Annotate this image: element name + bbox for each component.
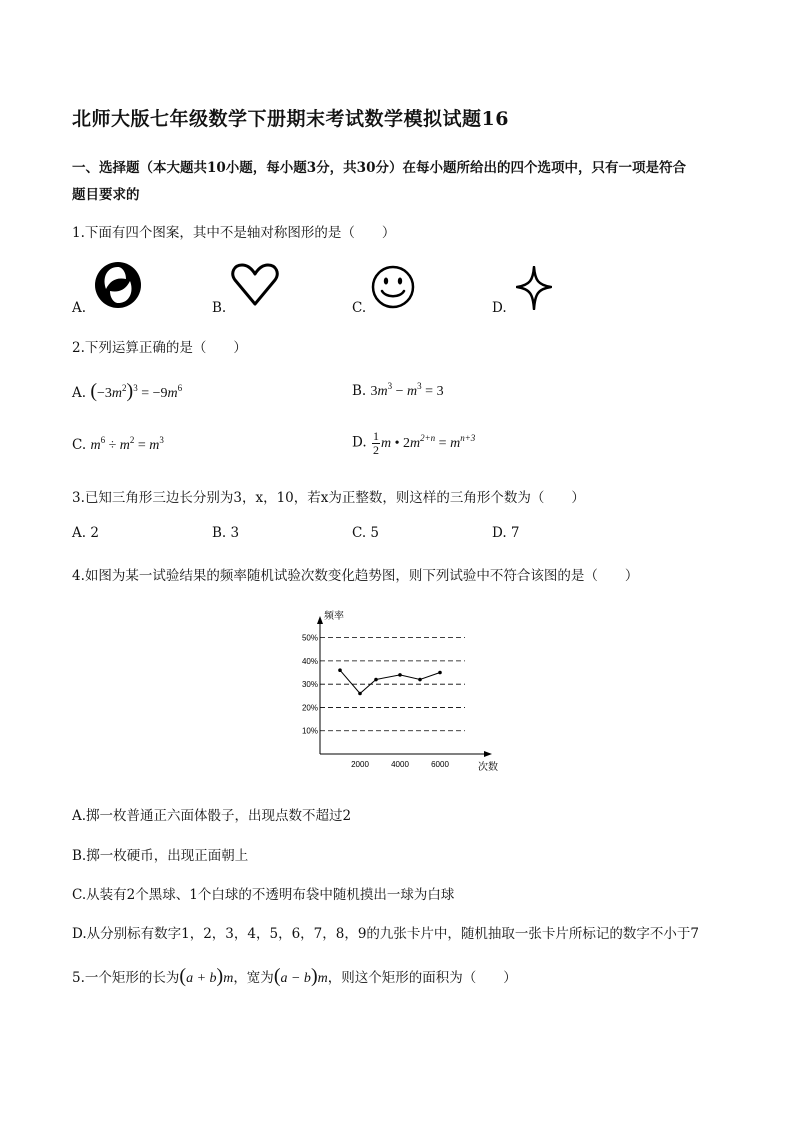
q2-option-b	[352, 383, 444, 400]
q1-option-a-label: A.	[72, 300, 87, 316]
question-2-stem: 2.下列运算正确的是（ ）	[72, 340, 247, 356]
question-5-stem: 5.一个矩形的长为(a + b)m，宽为(a − b)m，则这个矩形的面积为（ ）	[72, 965, 517, 987]
q3-option-b: B. 3	[212, 525, 240, 541]
q3-option-c: C. 5	[352, 525, 380, 541]
y-tick-label: 10%	[301, 726, 318, 736]
q2-option-c-expression: $m^6 \div m^2 = m^3$	[90, 435, 164, 453]
q4-option-b: B.掷一枚硬币，出现正面朝上	[72, 848, 249, 864]
smiley-face-icon	[370, 264, 416, 310]
section-heading-line2: 题目要求的	[72, 187, 140, 203]
y-tick-label: 50%	[301, 633, 318, 643]
yin-yang-like-logo-icon	[92, 259, 144, 311]
question-3-stem: 3.已知三角形三边长分别为3，x，10，若x为正整数，则这样的三角形个数为（ ）	[72, 490, 585, 506]
question-1-stem: 1.下面有四个图案，其中不是轴对称图形的是（ ）	[72, 225, 396, 241]
q2-option-d-label: D.	[352, 434, 367, 451]
x-tick-label: 6000	[431, 760, 449, 769]
q2-option-a-expression: $(-3m^2)^3 = -9m^6$	[90, 380, 183, 402]
frequency-trend-chart	[290, 604, 510, 776]
four-point-star-icon	[516, 266, 552, 310]
x-tick-label: 2000	[351, 760, 369, 769]
q2-option-c	[72, 437, 164, 454]
q2-option-b-expression: $3m^3 - m^3 = 3$	[370, 381, 444, 399]
section-heading-line1: 一、选择题（本大题共10小题，每小题3分，共30分）在每小题所给出的四个选项中，只有一项是符合	[72, 160, 686, 176]
data-point	[338, 668, 342, 672]
y-axis-label: 频率	[324, 611, 344, 622]
data-point	[418, 678, 422, 682]
q2-option-a-label: A.	[72, 385, 87, 401]
x-axis-arrow	[484, 751, 492, 757]
page-title: 北师大版七年级数学下册期末考试数学模拟试题16	[72, 108, 509, 130]
q2-option-d-expression: $\frac{1}{2}$ m • $2m^{2+n} = m^{n+3}$	[372, 429, 476, 457]
q1-option-d-label: D.	[492, 300, 507, 316]
data-point	[398, 673, 402, 677]
q2-option-a	[72, 380, 182, 403]
q3-option-a: A. 2	[72, 525, 99, 541]
data-point	[374, 678, 378, 682]
q2-option-d	[352, 430, 475, 457]
y-tick-label: 20%	[301, 703, 318, 713]
q1-option-c-label: C.	[352, 300, 367, 316]
question-4-stem: 4.如图为某一试验结果的频率随机试验次数变化趋势图，则下列试验中不符合该图的是（ ）	[72, 568, 639, 584]
q2-option-b-label: B.	[352, 383, 367, 399]
fraction-half: $\frac{1}{2}$	[372, 429, 379, 457]
q4-option-c: C.从装有2个黑球、1个白球的不透明布袋中随机摸出一球为白球	[72, 887, 455, 903]
x-tick-label: 4000	[391, 760, 409, 769]
q3-option-d: D. 7	[492, 525, 520, 541]
q4-option-a: A.掷一枚普通正六面体骰子，出现点数不超过2	[72, 808, 352, 824]
x-axis-label: 次数	[478, 762, 498, 773]
y-tick-label: 40%	[301, 656, 318, 666]
series-line	[340, 670, 440, 693]
data-point	[358, 692, 362, 696]
y-tick-label: 30%	[301, 680, 318, 690]
q2-option-c-label: C.	[72, 437, 87, 453]
y-axis-arrow	[317, 616, 323, 624]
heart-outline-icon	[230, 262, 280, 308]
q4-option-d: D.从分别标有数字1，2，3，4，5，6，7，8，9的九张卡片中，随机抽取一张卡片所标记的数字不小于7	[72, 926, 700, 942]
q1-option-b-label: B.	[212, 300, 227, 316]
data-point	[438, 671, 442, 675]
